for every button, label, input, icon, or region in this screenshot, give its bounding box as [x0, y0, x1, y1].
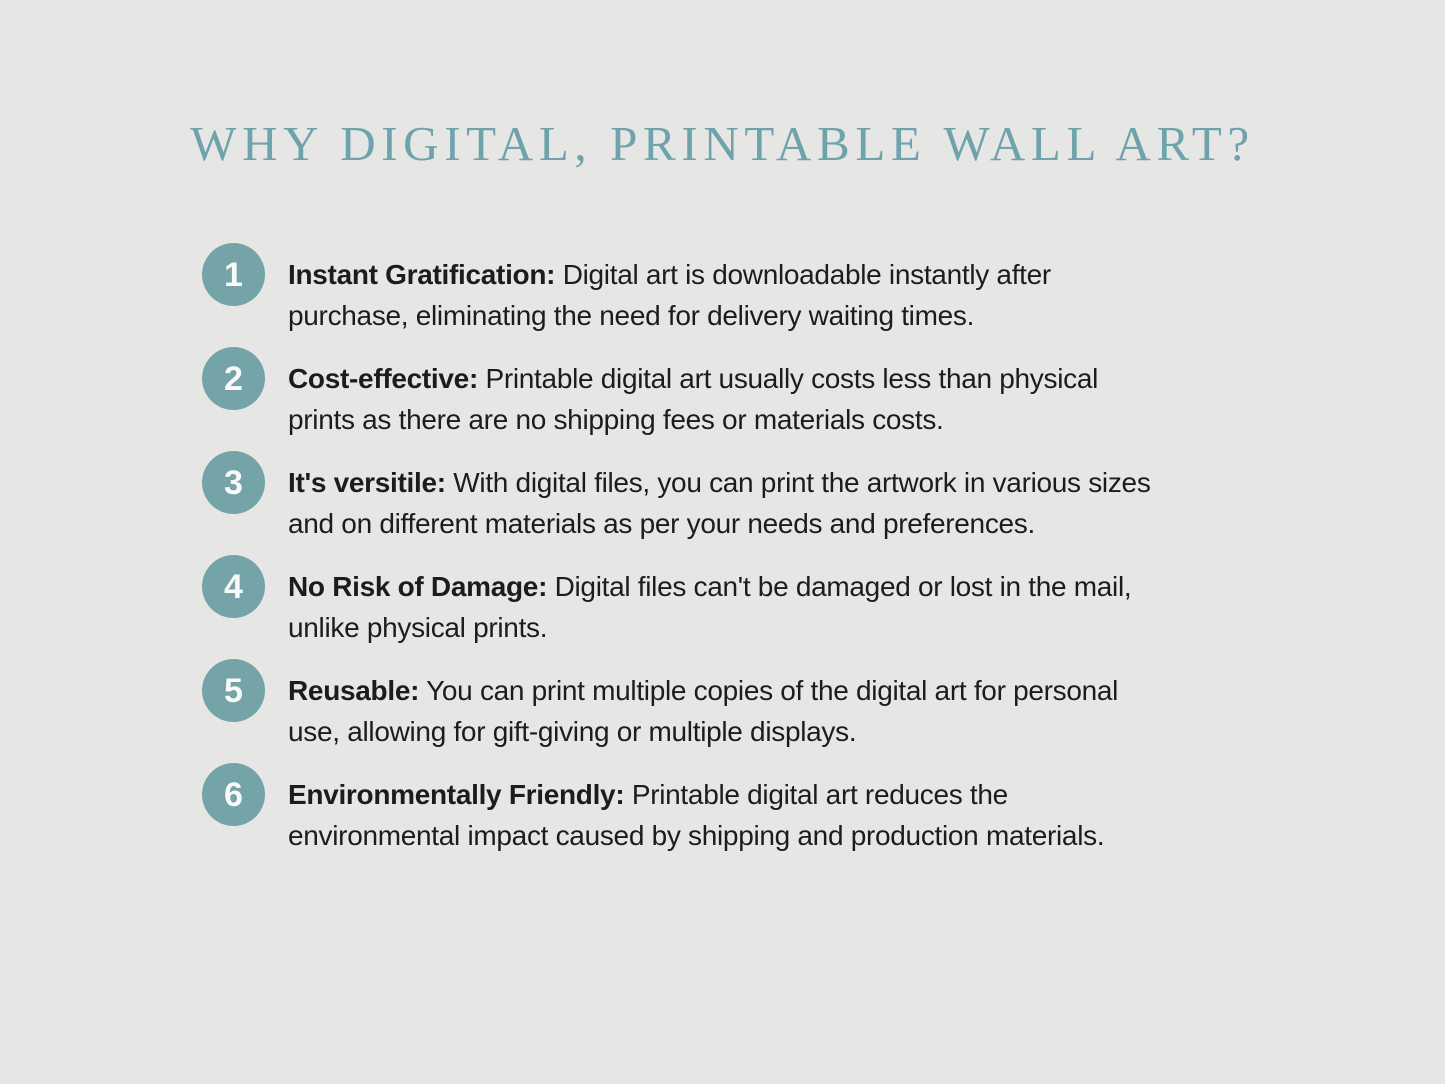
item-label: No Risk of Damage: — [288, 571, 548, 603]
benefits-list — [202, 254, 1162, 856]
item-number-badge — [202, 347, 265, 410]
item-number: 1 — [224, 255, 243, 294]
item-number: 2 — [224, 359, 243, 398]
list-item — [202, 566, 1162, 648]
item-number: 6 — [224, 775, 243, 814]
item-label: Environmentally Friendly: — [288, 779, 625, 811]
item-number: 5 — [224, 671, 243, 710]
list-item — [202, 670, 1162, 752]
item-number: 4 — [224, 567, 243, 606]
item-label: Reusable: — [288, 675, 420, 707]
item-body: With digital files, you can print the artwork in various sizes and on different materials as per your needs and preferences. — [288, 467, 1151, 540]
item-body: Printable digital art usually costs less than physical prints as there are no shipping fees or materials costs. — [288, 363, 1099, 436]
item-body: Printable digital art reduces the environmental impact caused by shipping and production materials. — [288, 779, 1105, 852]
item-number-badge — [202, 451, 265, 514]
item-label: Instant Gratification: — [288, 259, 556, 291]
item-label: It's versitile: — [288, 467, 446, 499]
page-title: WHY DIGITAL, PRINTABLE WALL ART? — [190, 116, 1255, 171]
item-body: Digital art is downloadable instantly after purchase, eliminating the need for delivery waiting times. — [288, 259, 1051, 332]
item-number-badge — [202, 555, 265, 618]
item-number-badge — [202, 659, 265, 722]
item-body: Digital files can't be damaged or lost in the mail, unlike physical prints. — [288, 571, 1132, 644]
list-item — [202, 254, 1162, 336]
list-item — [202, 774, 1162, 856]
item-number-badge — [202, 763, 265, 826]
list-item — [202, 462, 1162, 544]
item-body: You can print multiple copies of the digital art for personal use, allowing for gift-giving or multiple displays. — [288, 675, 1119, 748]
item-label: Cost-effective: — [288, 363, 478, 395]
list-item — [202, 358, 1162, 440]
item-number-badge — [202, 243, 265, 306]
item-number: 3 — [224, 463, 243, 502]
